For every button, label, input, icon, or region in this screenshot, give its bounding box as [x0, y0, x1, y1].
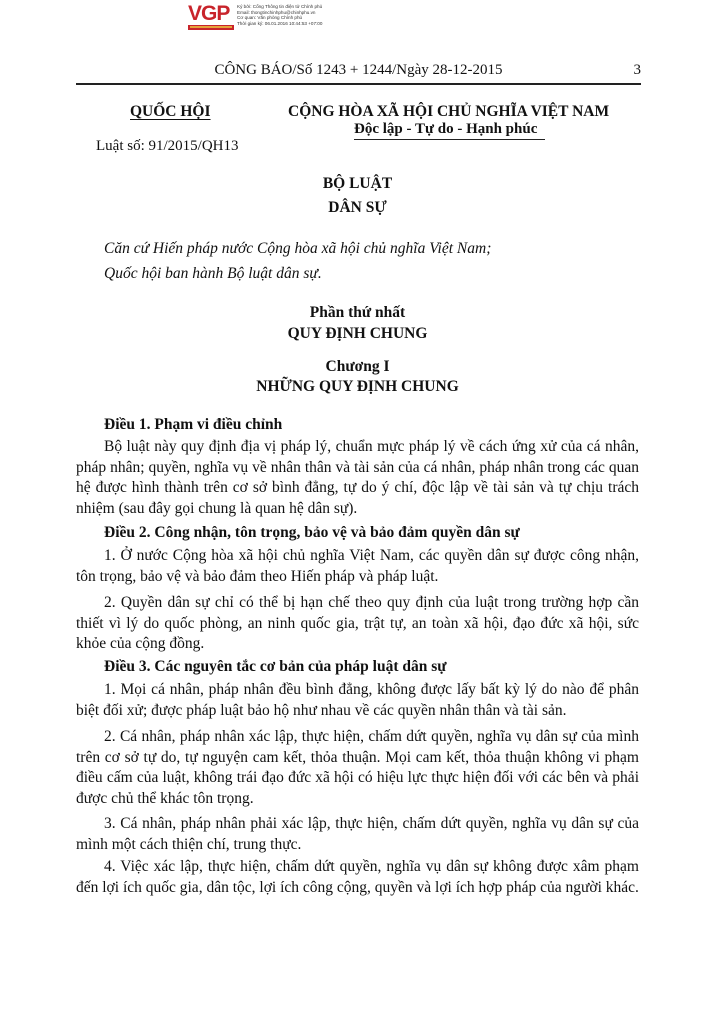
- article-paragraph: 4. Việc xác lập, thực hiện, chấm dứt quyền, nghĩa vụ dân sự không được xâm phạm đến lợi ích quốc gia, dân tộc, lợi ích công cộng, quyền và lợi ích hợp pháp của người khác.: [76, 858, 639, 896]
- stamp-time: Thời gian ký: 06.01.2016 10:44:53 +07:00: [237, 20, 323, 26]
- country-name: CỘNG HÒA XÃ HỘI CHỦ NGHĨA VIỆT NAM: [288, 103, 610, 120]
- article-paragraph: 2. Quyền dân sự chỉ có thể bị hạn chế theo quy định của luật trong trường hợp cần thiết vì lý do quốc phòng, an ninh quốc gia, trật tự, an toàn xã hội, đạo đức xã hội, sức khỏe của cộng đồng.: [76, 594, 639, 653]
- chapter-label: Chương I: [325, 358, 390, 375]
- gazette-title: CÔNG BÁO/Số 1243 + 1244/Ngày 28-12-2015: [214, 62, 503, 78]
- signature-stamp: [188, 3, 358, 31]
- article-paragraph: 1. Mọi cá nhân, pháp nhân đều bình đẳng, không được lấy bất kỳ lý do nào để phân biệt đối xử; được pháp luật bảo hộ như nhau về các quyền nhân thân và tài sản.: [76, 681, 639, 719]
- article-paragraph: 2. Cá nhân, pháp nhân xác lập, thực hiện, chấm dứt quyền, nghĩa vụ dân sự của mình trên cơ sở tự do, tự nguyện cam kết, thỏa thuận. Mọi cam kết, thỏa thuận không vi phạm điều cấm của luật, không trái đạo đức xã hội có hiệu lực thực hiện đối với các bên và phải được chủ thể khác tôn trọng.: [76, 728, 639, 808]
- preamble-line: Quốc hội ban hành Bộ luật dân sự.: [104, 265, 322, 282]
- part-label: Phần thứ nhất: [309, 304, 406, 321]
- chapter-title: NHỮNG QUY ĐỊNH CHUNG: [256, 378, 459, 395]
- article-heading: Điều 2. Công nhận, tôn trọng, bảo vệ và bảo đảm quyền dân sự: [104, 524, 520, 541]
- article-heading: Điều 1. Phạm vi điều chỉnh: [104, 416, 283, 433]
- logo-bar-accent: [190, 26, 232, 28]
- part-title: QUY ĐỊNH CHUNG: [287, 325, 428, 342]
- stamp-email: Email: thongtinchinhphu@chinhphu.vn: [237, 9, 316, 15]
- article-paragraph: Bộ luật này quy định địa vị pháp lý, chuẩn mực pháp lý về cách ứng xử của cá nhân, pháp nhân; quyền, nghĩa vụ về nhân thân và tài sản của cá nhân, pháp nhân trong các quan hệ được hình thành trên cơ sở bình đẳng, tự do ý chí, độc lập về tài sản và tự chịu trách nhiệm (sau đây gọi chung là quan hệ dân sự).: [76, 438, 639, 518]
- preamble-line: Căn cứ Hiến pháp nước Cộng hòa xã hội chủ nghĩa Việt Nam;: [104, 240, 492, 257]
- vgp-logo: [188, 3, 236, 31]
- article-paragraph: 3. Cá nhân, pháp nhân phải xác lập, thực hiện, chấm dứt quyền, nghĩa vụ dân sự của mình một cách thiện chí, trung thực.: [76, 815, 639, 853]
- stamp-signer: Ký bởi: Cổng Thông tin điện tử Chính phủ: [237, 4, 323, 9]
- document-title: BỘ LUẬT: [322, 175, 393, 192]
- issuer-name: QUỐC HỘI: [130, 103, 211, 120]
- national-motto: Độc lập - Tự do - Hạnh phúc: [354, 121, 538, 137]
- law-number: Luật số: 91/2015/QH13: [96, 138, 239, 154]
- article-heading: Điều 3. Các nguyên tắc cơ bản của pháp luật dân sự: [104, 658, 447, 675]
- motto-underline: [354, 139, 545, 140]
- vgp-logo-text: VGP: [188, 2, 230, 25]
- page-number: 3: [633, 62, 641, 78]
- stamp-agency: Cơ quan: Văn phòng Chính phủ: [237, 15, 303, 21]
- article-paragraph: 1. Ở nước Cộng hòa xã hội chủ nghĩa Việt Nam, các quyền dân sự được công nhận, tôn trọng, bảo vệ và bảo đảm theo Hiến pháp và pháp luật.: [76, 547, 639, 585]
- document-subtitle: DÂN SỰ: [328, 199, 387, 216]
- gazette-header: [76, 62, 641, 82]
- stamp-details: [237, 4, 322, 26]
- header-divider: [76, 83, 641, 85]
